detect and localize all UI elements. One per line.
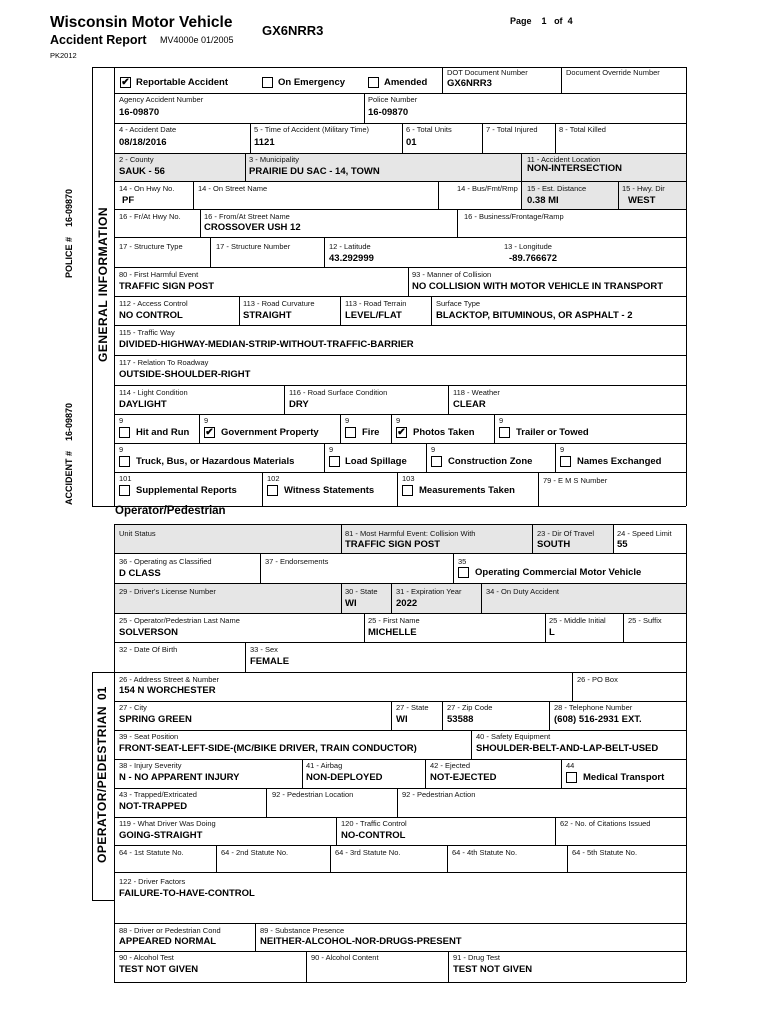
measurements-taken-checkbox[interactable]	[402, 485, 413, 496]
weather-label: 118 - Weather	[453, 388, 500, 397]
address: 154 N WORCHESTER	[119, 685, 216, 696]
fire-checkbox[interactable]	[345, 427, 356, 438]
code-103-label: 103	[402, 474, 415, 483]
supplemental-reports-label: Supplemental Reports	[136, 485, 237, 496]
names-exchanged-label: Names Exchanged	[577, 456, 662, 467]
first-name-label: 25 - First Name	[368, 616, 420, 625]
operator-pedestrian-vertical: OPERATOR/PEDESTRIAN	[95, 705, 109, 863]
page-number: 1	[541, 16, 547, 26]
trailer-towed-checkbox[interactable]	[499, 427, 510, 438]
zip-code-label: 27 - Zip Code	[447, 703, 493, 712]
agency-accident-number: 16-09870	[119, 107, 160, 118]
first-harmful-event: TRAFFIC SIGN POST	[119, 281, 214, 292]
est-distance: 0.38 MI	[527, 195, 559, 206]
medical-transport-label: Medical Transport	[583, 772, 665, 783]
safety-equipment-label: 40 - Safety Equipment	[476, 732, 551, 741]
construction-zone-checkbox[interactable]	[431, 456, 442, 467]
statute-2-label: 64 - 2nd Statute No.	[221, 848, 289, 857]
trapped: NOT-TRAPPED	[119, 801, 188, 812]
address-state-label: 27 - State	[396, 703, 429, 712]
operator-pedestrian-title: Operator/Pedestrian	[115, 505, 226, 517]
medical-transport-checkbox[interactable]	[566, 772, 577, 783]
construction-zone-label: Construction Zone	[448, 456, 533, 467]
seat-position: FRONT-SEAT-LEFT-SIDE-(MC/BIKE DRIVER, TRAIN CONDUCTOR)	[119, 743, 417, 754]
supplemental-reports-checkbox[interactable]	[119, 485, 130, 496]
middle-initial: L	[549, 627, 555, 638]
code-101-label: 101	[119, 474, 132, 483]
latitude: 43.292999	[329, 253, 374, 264]
last-name: SOLVERSON	[119, 627, 178, 638]
road-terrain-label: 113 - Road Terrain	[345, 299, 407, 308]
sex: FEMALE	[250, 656, 290, 667]
date-of-birth-label: 32 - Date Of Birth	[119, 645, 178, 654]
police-number-label: Police Number	[368, 95, 418, 104]
total-injured-label: 7 - Total Injured	[486, 125, 538, 134]
dot-document-number-label: DOT Document Number	[447, 68, 528, 77]
statute-4-label: 64 - 4th Statute No.	[452, 848, 518, 857]
license-state: WI	[345, 598, 357, 609]
document-override-number-label: Document Override Number	[566, 68, 660, 77]
county-label: 2 - County	[119, 155, 154, 164]
bus-fmt-rmp-label: 14 - Bus/Fmt/Rmp	[457, 184, 518, 193]
commercial-vehicle-checkbox[interactable]	[458, 567, 469, 578]
code-9-label: 9	[119, 445, 124, 454]
document-id: GX6NRR3	[262, 23, 324, 38]
ejected: NOT-EJECTED	[430, 772, 497, 783]
accident-number-label: ACCIDENT #	[64, 450, 74, 505]
witness-statements-checkbox[interactable]	[267, 485, 278, 496]
from-street-label: 16 - From/At Street Name	[204, 212, 290, 221]
traffic-control: NO-CONTROL	[341, 830, 406, 841]
on-hwy-label: 14 - On Hwy No.	[119, 184, 175, 193]
driver-factors-label: 122 - Driver Factors	[119, 877, 186, 886]
structure-number-label: 17 - Structure Number	[216, 242, 291, 251]
road-surface: DRY	[289, 399, 309, 410]
names-exchanged-checkbox[interactable]	[560, 456, 571, 467]
operating-class-label: 36 - Operating as Classified	[119, 557, 212, 566]
speed-limit-label: 24 - Speed Limit	[617, 529, 672, 538]
operating-class: D CLASS	[119, 568, 161, 579]
code-9-label: 9	[345, 416, 350, 425]
light-condition-label: 114 - Light Condition	[119, 388, 188, 397]
accident-location: NON-INTERSECTION	[527, 163, 622, 174]
hit-and-run-label: Hit and Run	[136, 427, 190, 438]
surface-type: BLACKTOP, BITUMINOUS, OR ASPHALT - 2	[436, 310, 633, 321]
relation-to-roadway: OUTSIDE-SHOULDER-RIGHT	[119, 369, 251, 380]
alcohol-content-label: 90 - Alcohol Content	[311, 953, 379, 962]
total-units: 01	[406, 137, 417, 148]
statute-3-label: 64 - 3rd Statute No.	[335, 848, 401, 857]
drivers-license-label: 29 - Driver's License Number	[119, 587, 216, 596]
city: SPRING GREEN	[119, 714, 192, 725]
trailer-towed-label: Trailer or Towed	[516, 427, 589, 438]
alcohol-test-label: 90 - Alcohol Test	[119, 953, 174, 962]
fr-hwy-label: 16 - Fr/At Hwy No.	[119, 212, 181, 221]
load-spillage-label: Load Spillage	[345, 456, 407, 467]
weather: CLEAR	[453, 399, 486, 410]
last-name-label: 25 - Operator/Pedestrian Last Name	[119, 616, 240, 625]
traffic-control-label: 120 - Traffic Control	[341, 819, 407, 828]
citations-issued-label: 62 - No. of Citations Issued	[560, 819, 651, 828]
speed-limit: 55	[617, 539, 628, 550]
on-hwy: PF	[122, 195, 135, 206]
operator-number-vertical: 01	[95, 686, 109, 700]
substance-presence-label: 89 - Substance Presence	[260, 926, 345, 935]
unit-status-label: Unit Status	[119, 529, 156, 538]
accident-date-label: 4 - Accident Date	[119, 125, 177, 134]
alcohol-test: TEST NOT GIVEN	[119, 964, 199, 975]
access-control: NO CONTROL	[119, 310, 183, 321]
most-harmful-event-label: 81 - Most Harmful Event: Collision With	[345, 529, 476, 538]
agency-accident-number-label: Agency Accident Number	[119, 95, 204, 104]
municipality-label: 3 - Municipality	[249, 155, 300, 164]
driver-condition: APPEARED NORMAL	[119, 936, 217, 947]
reportable-accident-label: Reportable Accident	[136, 77, 229, 88]
on-emergency-label: On Emergency	[278, 77, 346, 88]
telephone: (608) 516-2931 EXT.	[554, 714, 642, 725]
accident-time: 1121	[254, 137, 275, 148]
commercial-vehicle-label: Operating Commercial Motor Vehicle	[475, 567, 642, 578]
accident-location-label: 11 - Accident Location	[527, 155, 601, 164]
code-9-label: 9	[329, 445, 334, 454]
manner-of-collision: NO COLLISION WITH MOTOR VEHICLE IN TRANSPORT	[412, 281, 664, 292]
telephone-label: 28 - Telephone Number	[554, 703, 633, 712]
dot-document-number: GX6NRR3	[447, 78, 492, 89]
municipality: PRAIRIE DU SAC - 14, TOWN	[249, 166, 380, 177]
what-driver-doing: GOING-STRAIGHT	[119, 830, 203, 841]
road-curvature: STRAIGHT	[243, 310, 292, 321]
photos-taken-checkbox[interactable]: ✔	[397, 427, 406, 438]
page-of-label: of	[554, 16, 563, 26]
amended-checkbox[interactable]	[368, 77, 379, 88]
city-label: 27 - City	[119, 703, 147, 712]
dir-of-travel: SOUTH	[537, 539, 571, 550]
form-code: MV4000e 01/2005	[160, 35, 234, 45]
sex-label: 33 - Sex	[250, 645, 278, 654]
accident-date: 08/18/2016	[119, 137, 167, 148]
on-duty-accident-label: 34 - On Duty Accident	[486, 587, 559, 596]
expiration-year: 2022	[396, 598, 418, 609]
pk-code: PK2012	[50, 51, 77, 60]
drug-test: TEST NOT GIVEN	[453, 964, 533, 975]
structure-type-label: 17 - Structure Type	[119, 242, 183, 251]
total-units-label: 6 - Total Units	[406, 125, 452, 134]
truck-bus-hazmat-label: Truck, Bus, or Hazardous Materials	[136, 456, 295, 467]
amended-label: Amended	[384, 77, 428, 88]
code-9-label: 9	[431, 445, 436, 454]
government-property-checkbox[interactable]: ✔	[205, 427, 214, 438]
on-street-label: 14 - On Street Name	[198, 184, 268, 193]
suffix-label: 25 - Suffix	[628, 616, 662, 625]
general-information-label: GENERAL INFORMATION	[96, 206, 110, 362]
driver-condition-label: 88 - Driver or Pedestrian Cond	[119, 926, 221, 935]
code-9-label: 9	[396, 416, 401, 425]
license-state-label: 30 - State	[345, 587, 378, 596]
safety-equipment: SHOULDER-BELT-AND-LAP-BELT-USED	[476, 743, 659, 754]
total-killed-label: 8 - Total Killed	[559, 125, 606, 134]
seat-position-label: 39 - Seat Position	[119, 732, 179, 741]
photos-taken-label: Photos Taken	[413, 427, 475, 438]
police-number-label: POLICE #	[64, 236, 74, 278]
hwy-dir-label: 15 - Hwy. Dir	[622, 184, 665, 193]
statute-1-label: 64 - 1st Statute No.	[119, 848, 184, 857]
police-number-field: 16-09870	[368, 107, 409, 118]
pedestrian-action-label: 92 - Pedestrian Action	[402, 790, 476, 799]
page-label: Page	[510, 16, 532, 26]
code-9-label: 9	[560, 445, 565, 454]
what-driver-doing-label: 119 - What Driver Was Doing	[119, 819, 216, 828]
form-subtitle: Accident Report	[50, 33, 147, 47]
traffic-way: DIVIDED-HIGHWAY-MEDIAN-STRIP-WITHOUT-TRAFFIC-BARRIER	[119, 339, 414, 350]
longitude-label: 13 - Longitude	[504, 242, 552, 251]
hwy-dir: WEST	[628, 195, 656, 206]
manner-of-collision-label: 93 - Manner of Collision	[412, 270, 492, 279]
ems-number-label: 79 - E M S Number	[543, 476, 608, 485]
code-9-label: 9	[119, 416, 124, 425]
from-street: CROSSOVER USH 12	[204, 222, 301, 233]
surface-type-label: Surface Type	[436, 299, 481, 308]
trapped-label: 43 - Trapped/Extricated	[119, 790, 197, 799]
longitude: -89.766672	[509, 253, 558, 264]
page-indicator	[510, 16, 573, 26]
airbag-label: 41 - Airbag	[306, 761, 343, 770]
traffic-way-label: 115 - Traffic Way	[119, 328, 175, 337]
first-harmful-event-label: 80 - First Harmful Event	[119, 270, 199, 279]
light-condition: DAYLIGHT	[119, 399, 167, 410]
county: SAUK - 56	[119, 166, 165, 177]
accident-number-value: 16-09870	[64, 402, 74, 441]
reportable-accident-checkbox[interactable]: ✔	[121, 77, 130, 88]
hit-and-run-checkbox[interactable]	[119, 427, 130, 438]
dir-of-travel-label: 23 - Dir Of Travel	[537, 529, 595, 538]
business-frontage-label: 16 - Business/Frontage/Ramp	[464, 212, 564, 221]
expiration-year-label: 31 - Expiration Year	[396, 587, 462, 596]
est-distance-label: 15 - Est. Distance	[527, 184, 587, 193]
police-number-vertical	[64, 189, 74, 278]
code-9-label: 9	[204, 416, 209, 425]
code-44-label: 44	[566, 761, 575, 770]
pedestrian-location-label: 92 - Pedestrian Location	[272, 790, 354, 799]
page-total: 4	[567, 16, 573, 26]
road-curvature-label: 113 - Road Curvature	[243, 299, 315, 308]
road-surface-label: 116 - Road Surface Condition	[289, 388, 388, 397]
po-box-label: 26 - PO Box	[577, 675, 618, 684]
latitude-label: 12 - Latitude	[329, 242, 371, 251]
government-property-label: Government Property	[221, 427, 319, 438]
road-terrain: LEVEL/FLAT	[345, 310, 402, 321]
drug-test-label: 91 - Drug Test	[453, 953, 500, 962]
form-title: Wisconsin Motor Vehicle	[50, 14, 233, 31]
truck-bus-hazmat-checkbox[interactable]	[119, 456, 130, 467]
accident-number-vertical	[64, 403, 74, 505]
airbag: NON-DEPLOYED	[306, 772, 383, 783]
driver-factors: FAILURE-TO-HAVE-CONTROL	[119, 888, 255, 899]
middle-initial-label: 25 - Middle Initial	[549, 616, 606, 625]
accident-time-label: 5 - Time of Accident (Military Time)	[254, 125, 370, 134]
zip-code: 53588	[447, 714, 474, 725]
address-label: 26 - Address Street & Number	[119, 675, 220, 684]
code-9-label: 9	[499, 416, 504, 425]
ejected-label: 42 - Ejected	[430, 761, 471, 770]
on-emergency-checkbox[interactable]	[262, 77, 273, 88]
code-102-label: 102	[267, 474, 280, 483]
injury-severity: N - NO APPARENT INJURY	[119, 772, 240, 783]
first-name: MICHELLE	[368, 627, 417, 638]
statute-5-label: 64 - 5th Statute No.	[572, 848, 638, 857]
police-number-value: 16-09870	[64, 188, 74, 227]
witness-statements-label: Witness Statements	[284, 485, 375, 496]
measurements-taken-label: Measurements Taken	[419, 485, 515, 496]
access-control-label: 112 - Access Control	[119, 299, 188, 308]
endorsements-label: 37 - Endorsements	[265, 557, 329, 566]
injury-severity-label: 38 - Injury Severity	[119, 761, 182, 770]
substance-presence: NEITHER-ALCOHOL-NOR-DRUGS-PRESENT	[260, 936, 462, 947]
fire-label: Fire	[362, 427, 380, 438]
address-state: WI	[396, 714, 408, 725]
code-35-label: 35	[458, 557, 467, 566]
most-harmful-event: TRAFFIC SIGN POST	[345, 539, 440, 550]
relation-to-roadway-label: 117 - Relation To Roadway	[119, 358, 209, 367]
load-spillage-checkbox[interactable]	[329, 456, 340, 467]
